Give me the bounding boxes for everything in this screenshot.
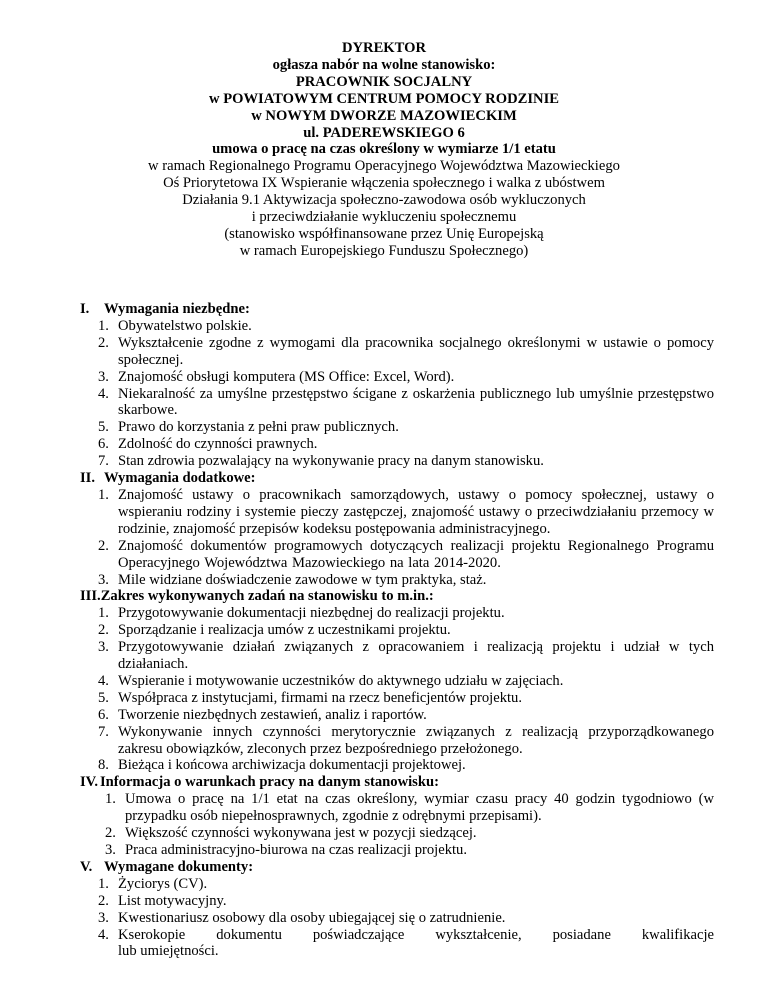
section-title: Wymagane dokumenty: xyxy=(104,858,254,875)
item-word: kwalifikacje xyxy=(641,926,714,943)
item-number: 2. xyxy=(105,825,116,842)
item-word: wykształcenie, xyxy=(435,926,522,943)
header-line: umowa o pracę na czas określony w wymiarze 1/1 etatu xyxy=(212,141,556,158)
item-text: Znajomość obsługi komputera (MS Office: Excel, Word). xyxy=(118,368,455,385)
list-item xyxy=(98,436,714,453)
list-item xyxy=(98,572,714,589)
item-number: 4. xyxy=(98,672,109,689)
item-text: Zdolność do czynności prawnych. xyxy=(118,436,318,453)
item-text: Prawo do korzystania z pełni praw publicznych. xyxy=(118,419,399,436)
item-number: 5. xyxy=(98,689,109,706)
item-number: 6. xyxy=(98,706,109,723)
item-number: 1. xyxy=(98,317,109,334)
item-number: 3. xyxy=(105,842,116,858)
section-title: Wymagania niezbędne: xyxy=(104,301,250,317)
item-text: Wykształcenie zgodne z wymogami dla pracownika socjalnego określonymi w ustawie o pomocy społecznej. xyxy=(118,334,714,368)
list-item xyxy=(98,386,714,420)
item-text-spread-line xyxy=(118,927,714,944)
list-item xyxy=(105,842,714,859)
section-number: II. xyxy=(80,470,96,487)
header-line: i przeciwdziałanie wykluczeniu społecznemu xyxy=(251,209,517,226)
item-word: dokumentu xyxy=(216,926,282,943)
header-line: Oś Priorytetowa IX Wspieranie włączenia społecznego i walka z ubóstwem xyxy=(163,175,605,192)
section-number: IV. xyxy=(80,774,98,791)
item-text: Wykonywanie innych czynności merytorycznie związanych z realizacją przyporządkowanego zakresu obowiązków, zleconych przez bezpośredniego przełożonego. xyxy=(118,723,714,757)
header-line: PRACOWNIK SOCJALNY xyxy=(295,73,473,90)
item-number: 3. xyxy=(98,368,109,385)
section-list xyxy=(80,791,714,859)
header-line: w ramach Europejskiego Funduszu Społecznego) xyxy=(239,242,529,259)
list-item xyxy=(98,335,714,369)
list-item xyxy=(98,538,714,572)
list-item xyxy=(105,825,714,842)
item-number: 1. xyxy=(98,605,109,622)
header-line: (stanowisko współfinansowane przez Unię Europejską xyxy=(224,225,544,242)
item-text: Bieżąca i końcowa archiwizacja dokumentacji projektowej. xyxy=(118,757,466,774)
header-line: ul. PADEREWSKIEGO 6 xyxy=(303,124,465,141)
item-number: 2. xyxy=(98,892,109,909)
section-heading xyxy=(80,470,714,487)
item-number: 1. xyxy=(98,875,109,892)
item-number: 1. xyxy=(98,486,109,503)
item-text: Wspieranie i motywowanie uczestników do aktywnego udziału w zajęciach. xyxy=(118,672,564,689)
section-title: Informacja o warunkach pracy na danym stanowisku: xyxy=(100,774,439,791)
list-item xyxy=(98,757,714,774)
section-heading xyxy=(80,859,714,876)
item-number: 3. xyxy=(98,639,109,656)
item-text xyxy=(118,927,714,961)
section-title: Wymagania dodatkowe: xyxy=(104,470,256,487)
item-text: Współpraca z instytucjami, firmami na rzecz beneficjentów projektu. xyxy=(118,689,523,706)
section-heading xyxy=(80,588,714,605)
list-item xyxy=(98,487,714,538)
item-text: Niekaralność za umyślne przestępstwo ścigane z oskarżenia publicznego lub umyślnie przestępstwo skarbowe. xyxy=(118,385,714,419)
item-text: Znajomość dokumentów programowych dotyczących realizacji projektu Regionalnego Programu Operacyjnego Województwa Mazowieckiego na lata 2014-2020. xyxy=(118,537,714,571)
item-number: 6. xyxy=(98,436,109,453)
list-item xyxy=(98,605,714,622)
section-number: III. xyxy=(80,588,101,605)
item-number: 1. xyxy=(105,791,116,808)
item-text: Większość czynności wykonywana jest w pozycji siedzącej. xyxy=(125,825,477,842)
list-item xyxy=(98,419,714,436)
list-item xyxy=(98,690,714,707)
item-word: Kserokopie xyxy=(118,926,186,943)
item-text: Obywatelstwo polskie. xyxy=(118,317,252,334)
section-list xyxy=(80,487,714,588)
list-item xyxy=(105,791,714,825)
section-list xyxy=(80,318,714,470)
item-text: Mile widziane doświadczenie zawodowe w tym praktyka, staż. xyxy=(118,571,487,588)
item-text: Tworzenie niezbędnych zestawień, analiz i raportów. xyxy=(118,706,427,723)
item-word: poświadczające xyxy=(312,926,405,943)
sections-content xyxy=(80,301,714,960)
item-number: 5. xyxy=(98,419,109,436)
list-item xyxy=(98,622,714,639)
item-number: 4. xyxy=(98,385,109,402)
header-line: w NOWYM DWORZE MAZOWIECKIM xyxy=(251,107,517,124)
announcement-header xyxy=(0,40,768,260)
list-item xyxy=(98,369,714,386)
header-line: ogłasza nabór na wolne stanowisko: xyxy=(272,56,496,73)
item-number: 3. xyxy=(98,909,109,926)
list-item xyxy=(98,639,714,673)
section-title: Zakres wykonywanych zadań na stanowisku to m.in.: xyxy=(100,588,434,605)
section-heading xyxy=(80,774,714,791)
list-item xyxy=(98,724,714,758)
item-number: 3. xyxy=(98,571,109,588)
section-number: V. xyxy=(80,858,93,875)
list-item xyxy=(98,318,714,335)
item-number: 2. xyxy=(98,334,109,351)
list-item xyxy=(98,707,714,724)
section-heading xyxy=(80,301,714,318)
item-text: Kwestionariusz osobowy dla osoby ubiegającej się o zatrudnienie. xyxy=(118,909,506,926)
header-line: DYREKTOR xyxy=(341,40,427,56)
section-list xyxy=(80,605,714,774)
section-list xyxy=(80,876,714,961)
item-number: 2. xyxy=(98,622,109,639)
header-line: w ramach Regionalnego Programu Operacyjnego Województwa Mazowieckiego xyxy=(148,158,620,175)
list-item xyxy=(98,910,714,927)
list-item xyxy=(98,893,714,910)
header-line: Działania 9.1 Aktywizacja społeczno-zawodowa osób wykluczonych xyxy=(182,192,586,209)
list-item xyxy=(98,673,714,690)
item-text: Znajomość ustawy o pracownikach samorządowych, ustawy o pomocy społecznej, ustawy o wspieraniu rodziny i systemie pieczy zastępczej, znajomość ustawy o przeciwdziałaniu przemocy w rodzinie, znajomość przepisów kodeksu postępowania administracyjnego. xyxy=(118,486,714,537)
item-number: 8. xyxy=(98,757,109,774)
item-text: Praca administracyjno-biurowa na czas realizacji projektu. xyxy=(125,842,467,858)
item-text: Sporządzanie i realizacja umów z uczestnikami projektu. xyxy=(118,622,451,639)
item-text: Stan zdrowia pozwalający na wykonywanie pracy na danym stanowisku. xyxy=(118,453,544,470)
list-item xyxy=(98,927,714,961)
item-text: Umowa o pracę na 1/1 etat na czas określony, wymiar czasu pracy 40 godzin tygodniowo (w przypadku osób niepełnosprawnych, zgodnie z odrębnymi przepisami). xyxy=(125,791,714,825)
item-text: Przygotowywanie dokumentacji niezbędnej do realizacji projektu. xyxy=(118,605,505,622)
list-item xyxy=(98,876,714,893)
item-number: 7. xyxy=(98,723,109,740)
item-number: 2. xyxy=(98,537,109,554)
header-line: w POWIATOWYM CENTRUM POMOCY RODZINIE xyxy=(209,90,559,107)
item-word: posiadane xyxy=(552,926,611,943)
list-item xyxy=(98,453,714,470)
item-number: 7. xyxy=(98,453,109,470)
section-number: I. xyxy=(80,301,90,317)
item-text: Życiorys (CV). xyxy=(118,875,208,892)
item-text: List motywacyjny. xyxy=(118,892,227,909)
item-text: Przygotowywanie działań związanych z opracowaniem i realizacją projektu i udział w tych działaniach. xyxy=(118,639,714,673)
item-number: 4. xyxy=(98,926,109,943)
item-text-continuation: lub umiejętności. xyxy=(118,943,219,960)
